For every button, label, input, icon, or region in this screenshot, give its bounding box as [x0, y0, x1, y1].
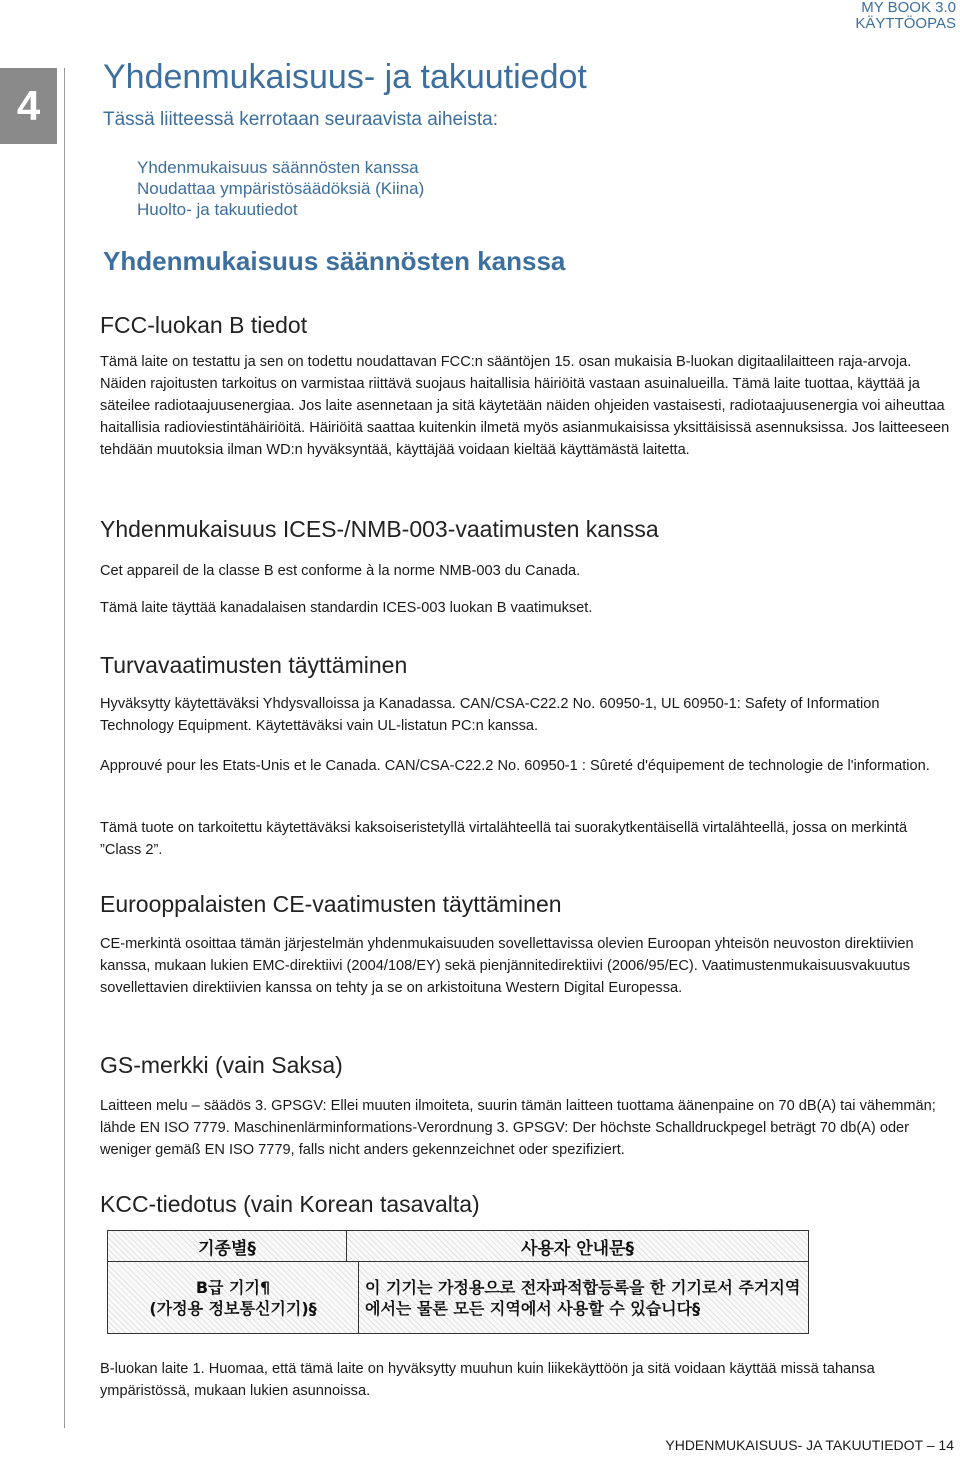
product-name: MY BOOK 3.0: [861, 0, 956, 16]
kcc-device-class-line1: B급 기기¶: [195, 1277, 271, 1297]
ce-heading: Eurooppalaisten CE-vaatimusten täyttäminen: [100, 891, 562, 917]
toc-link[interactable]: Yhdenmukaisuus säännösten kanssa: [137, 158, 419, 177]
chapter-intro: Tässä liitteessä kerrotaan seuraavista aiheista:: [103, 109, 498, 130]
kcc-user-guide-cell: 이 기기는 가정용으로 전자파적합등록을 한 기기로서 주거지역에서는 물론 모든 지역에서 사용할 수 있습니다§: [359, 1262, 808, 1333]
chapter-title: Yhdenmukaisuus- ja takuutiedot: [103, 58, 587, 96]
kcc-device-class-line2: (가정용 정보통신기기)§: [149, 1298, 317, 1318]
section-title: Yhdenmukaisuus säännösten kanssa: [103, 246, 566, 276]
ce-paragraph: CE-merkintä osoittaa tämän järjestelmän yhdenmukaisuuden sovellettavissa olevien Euroopan yhteisön neuvoston direktiivien kanssa, mukaan lukien EMC-direktiivi (2004/108/EY) sekä pienjännitedirektiivi (2006/95/EC). Vaatimustenmukaisuusvakuutus sovellettavien direktiivien kanssa on tehty ja se on arkistoituna Western Digital Europessa.: [100, 936, 914, 996]
safety-paragraph-2: Approuvé pour les Etats-Unis et le Canada. CAN/CSA-C22.2 No. 60950-1 : Sûreté d'équipement de technologie de l'information.: [100, 758, 930, 774]
chapter-toc: [137, 157, 424, 220]
chapter-number: 4: [16, 82, 41, 129]
gs-paragraph: Laitteen melu – säädös 3. GPSGV: Ellei muuten ilmoiteta, suurin tämän laitteen tuottama äänenpaine on 70 dB(A) tai vähemmän; lähde EN ISO 7779. Maschinenlärminformations-Verordnung 3. GPSGV: Der höchste Schalldruckpegel beträgt 70 db(A) oder weniger gemäß EN ISO 7779, falls nicht anders gekennzeichnet oder spezifiziert.: [100, 1098, 936, 1158]
kcc-heading: KCC-tiedotus (vain Korean tasavalta): [100, 1191, 480, 1217]
toc-link[interactable]: Noudattaa ympäristösäädöksiä (Kiina): [137, 179, 425, 198]
safety-paragraph-3: Tämä tuote on tarkoitettu käytettäväksi kaksoiseristetyllä virtalähteellä tai suorakytkentäisellä virtalähteellä, jossa on merkintä ”Class 2”.: [100, 820, 908, 858]
safety-paragraph-1: Hyväksytty käytettäväksi Yhdysvalloissa ja Kanadassa. CAN/CSA-C22.2 No. 60950-1, UL 60950-1: Safety of Information Technology Equipment. Käytettäväksi vain UL-listatun PC:n kanssa.: [100, 696, 880, 734]
doc-type: KÄYTTÖOPAS: [855, 15, 956, 32]
kcc-paragraph: B-luokan laite 1. Huomaa, että tämä laite on hyväksytty muuhun kuin liikekäyttöön ja sitä voidaan käyttää missä tahansa ympäristössä, mukaan lukien asunnoissa.: [100, 1361, 875, 1399]
running-header: [855, 0, 956, 32]
chapter-number-box: [0, 68, 57, 144]
kcc-notice-table: [107, 1230, 809, 1334]
ices-paragraph-french: Cet appareil de la classe B est conforme à la norme NMB-003 du Canada.: [100, 563, 581, 579]
kcc-table-header: [108, 1231, 808, 1262]
kcc-table-row: [108, 1262, 808, 1333]
kcc-header-device-class: 기종별§: [108, 1231, 347, 1261]
safety-heading: Turvavaatimusten täyttäminen: [100, 652, 408, 678]
fcc-heading: FCC-luokan B tiedot: [100, 312, 308, 338]
kcc-header-user-guide: 사용자 안내문§: [347, 1231, 808, 1261]
gs-heading: GS-merkki (vain Saksa): [100, 1052, 343, 1078]
toc-link[interactable]: Huolto- ja takuutiedot: [137, 200, 298, 219]
ices-paragraph-finnish: Tämä laite täyttää kanadalaisen standardin ICES-003 luokan B vaatimukset.: [100, 600, 593, 616]
margin-divider: [64, 68, 65, 1428]
fcc-paragraph: Tämä laite on testattu ja sen on todettu noudattavan FCC:n sääntöjen 15. osan mukaisia B-luokan digitaalilaitteen raja-arvoja. Näiden rajoitusten tarkoitus on varmistaa riittävä suojaus haitallisia häiriöitä vastaan asuinalueilla. Tämä laite tuottaa, käyttää ja säteilee radiotaajuusenergiaa. Jos laite asennetaan ja sitä käytetään näiden ohjeiden vastaisesti, radiotaajuusenergia voi aiheuttaa haitallisia radioviestintähäiriöitä. Häiriöitä saattaa kuitenkin ilmetä myös asianmukaisissa yksittäisissä asennuksissa. Jos laitteeseen tehdään muutoksia ilman WD:n hyväksyntää, käyttäjää voidaan kieltää käyttämästä laitetta.: [100, 354, 950, 458]
ices-heading: Yhdenmukaisuus ICES-/NMB-003-vaatimusten kanssa: [100, 516, 659, 542]
page-footer: YHDENMUKAISUUS- JA TAKUUTIEDOT – 14: [665, 1437, 954, 1453]
kcc-device-class-cell: [108, 1262, 359, 1333]
